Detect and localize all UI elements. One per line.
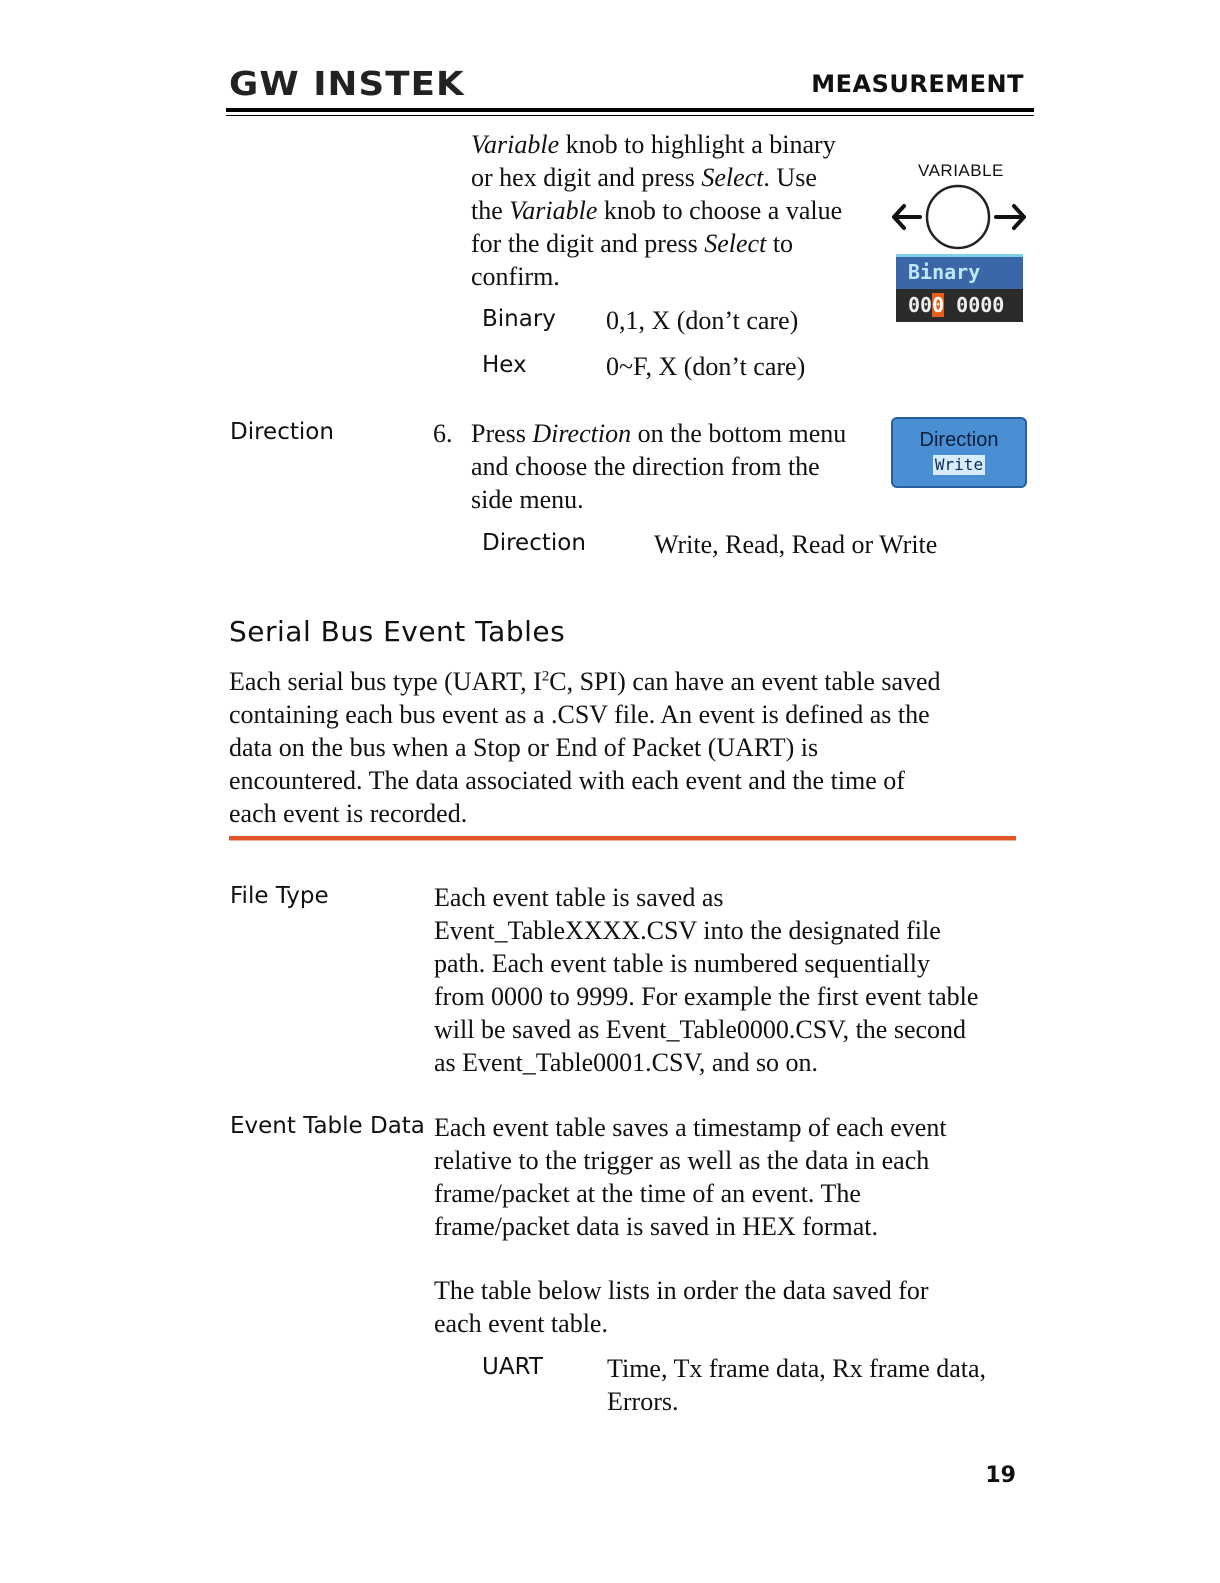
direction-side-label: Direction xyxy=(230,419,334,445)
header-rule xyxy=(226,108,1034,112)
section-divider xyxy=(229,836,1016,841)
section-header: MEASUREMENT xyxy=(811,70,1024,98)
range-label-direction: Direction xyxy=(482,530,586,556)
file-type-label: File Type xyxy=(230,883,329,909)
binary-value-widget xyxy=(896,254,1023,322)
range-label-uart: UART xyxy=(482,1354,543,1380)
brand-logo: GW INSTEK xyxy=(229,64,465,103)
range-value-uart: Time, Tx frame data, Rx frame data, Errors. xyxy=(607,1354,987,1416)
file-type-text: Each event table is saved as Event_TableXXXX.CSV into the designated file path. Each event table is numbered sequentially from 0000 to 9999. For example the first event table will be saved as Event_Table0000.CSV, the second as Event_Table0001.CSV, and so on. xyxy=(434,883,979,1077)
range-value-direction: Write, Read, Read or Write xyxy=(654,530,938,559)
event-table-data-text-2: The table below lists in order the data saved for each event table. xyxy=(434,1276,929,1338)
binary-widget-title: Binary xyxy=(896,254,1023,289)
range-label-hex: Hex xyxy=(482,352,527,378)
section-paragraph: Each serial bus type (UART, $I^2C$, SPI) can have an event table saved containing each bus event as a .CSV file. An event is defined as the data on the bus when a Stop or End of Packet (UART) is encountered. The data associated with each event and the time of each event is recorded. xyxy=(229,667,941,828)
event-table-data-label: Event Table Data xyxy=(230,1113,425,1139)
step-number: 6. xyxy=(433,419,453,448)
page-number: 19 xyxy=(985,1463,1016,1488)
range-value-binary: 0,1, X (don’t care) xyxy=(606,306,799,335)
section-title: Serial Bus Event Tables xyxy=(229,615,566,648)
variable-knob-label: VARIABLE xyxy=(918,161,1004,180)
range-label-binary: Binary xyxy=(482,306,556,332)
event-table-data-text: Each event table saves a timestamp of each event relative to the trigger as well as the data in each frame/packet at the time of an event. The frame/packet data is saved in HEX format. xyxy=(434,1113,947,1241)
range-value-hex: 0~F, X (don’t care) xyxy=(606,352,806,381)
header-rule-thin xyxy=(226,115,1034,116)
variable-knob-icon xyxy=(890,183,1030,251)
direction-menu-button: Direction Write xyxy=(891,417,1027,488)
binary-widget-value: 000 0000 xyxy=(896,289,1023,322)
direction-step-text: Press Direction on the bottom menu and choose the direction from the side menu. xyxy=(471,419,847,514)
step-continuation: Variable knob to highlight a binary or hex digit and press Select. Use the Variable knob to choose a value for the digit and press Select to confirm. xyxy=(471,130,843,291)
